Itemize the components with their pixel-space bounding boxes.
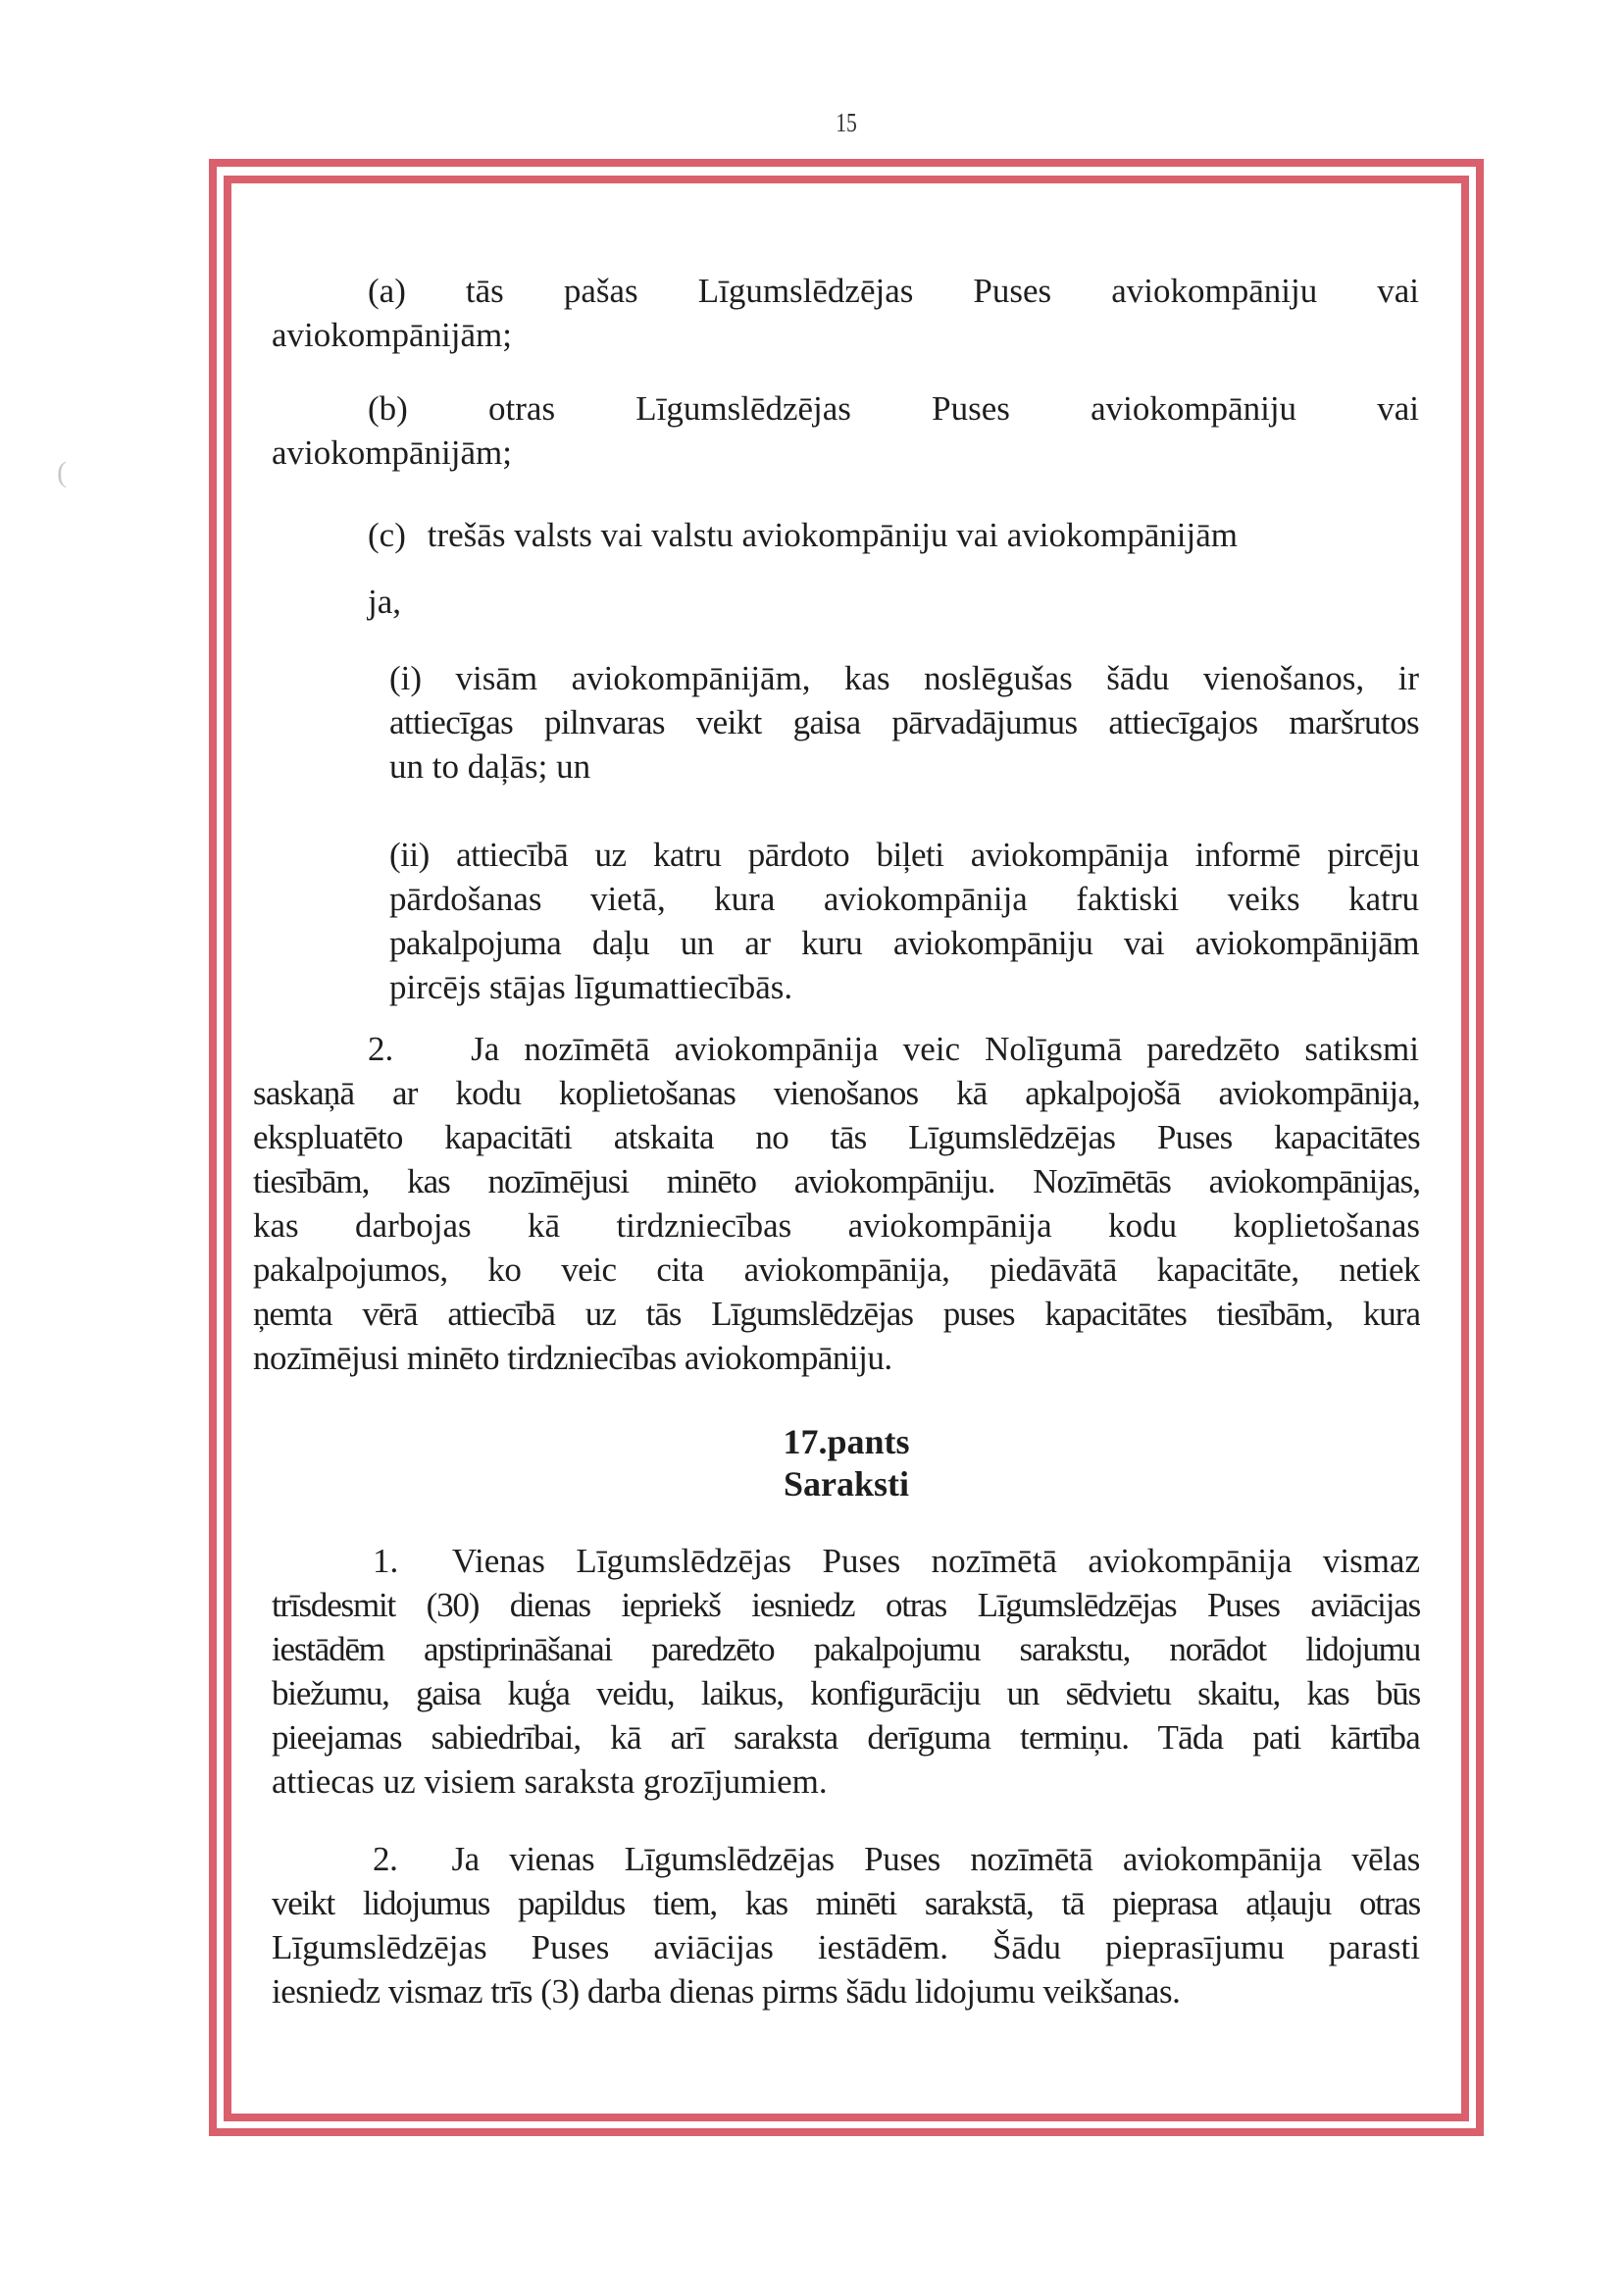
sub-item-ii-line-2: pārdošanas vietā, kura aviokompānija faktiski veiks katru — [389, 880, 1419, 918]
item-a-line-1 — [368, 272, 1419, 311]
a17p2-line-4: iesniedz vismaz trīs (3) darba dienas pirms šādu lidojumu veikšanas. — [272, 1972, 1181, 2011]
a16p2-marker: 2. — [368, 1030, 394, 1068]
a17p2-line-2: veikt lidojumus papildus tiem, kas minēti sarakstā, tā pieprasa atļauju otras — [272, 1884, 1420, 1922]
item-b-line-1 — [368, 389, 1419, 429]
a17p2-line-3: Līgumslēdzējas Puses aviācijas iestādēm. Šādu pieprasījumu parasti — [272, 1928, 1420, 1966]
item-c-text: trešās valsts vai valstu aviokompāniju vai aviokompānijām — [427, 516, 1238, 554]
scan-mark: ( — [57, 456, 67, 488]
item-b-line-2: aviokompānijām; — [272, 433, 512, 472]
a16p2-line-5: kas darbojas kā tirdzniecības aviokompānija kodu koplietošanas — [253, 1206, 1420, 1245]
sub-item-i-line-1 — [389, 659, 1419, 698]
sub-item-ii-marker: (ii) — [389, 836, 430, 874]
a16p2-line-4: tiesībām, kas nozīmējusi minēto aviokompāniju. Nozīmētās aviokompānijas, — [253, 1162, 1420, 1200]
a17p1-text-1: Vienas Līgumslēdzējas Puses nozīmētā aviokompānija vismaz — [451, 1542, 1420, 1580]
a17p1-line-6: attiecas uz visiem saraksta grozījumiem. — [272, 1762, 828, 1801]
sub-item-i-line-2: attiecīgas pilnvaras veikt gaisa pārvadājumus attiecīgajos maršrutos — [389, 703, 1419, 741]
item-a-text: tās pašas Līgumslēdzējas Puses aviokompāniju vai — [465, 272, 1419, 310]
sub-item-i-line-3: un to daļās; un — [389, 747, 591, 786]
a16p2-line-2: saskaņā ar kodu koplietošanas vienošanos kā apkalpojošā aviokompānija, — [253, 1074, 1420, 1112]
a16p2-line-3: ekspluatēto kapacitāti atskaita no tās Līgumslēdzējas Puses kapacitātes — [253, 1118, 1420, 1156]
sub-item-i-marker: (i) — [389, 659, 423, 697]
a17p1-line-1 — [373, 1542, 1420, 1581]
item-b-text: otras Līgumslēdzējas Puses aviokompāniju vai — [488, 389, 1419, 428]
sub-item-ii-line-3: pakalpojuma daļu un ar kuru aviokompāniju vai aviokompānijām — [389, 924, 1419, 962]
a17p1-line-2: trīsdesmit (30) dienas iepriekš iesniedz otras Līgumslēdzējas Puses aviācijas — [272, 1586, 1420, 1624]
a16p2-line-7: ņemta vērā attiecībā uz tās Līgumslēdzējas puses kapacitātes tiesībām, kura — [253, 1295, 1420, 1333]
a16p2-line-8: nozīmējusi minēto tirdzniecības aviokompāniju. — [253, 1339, 892, 1377]
a17p2-text-1: Ja vienas Līgumslēdzējas Puses nozīmētā aviokompānija vēlas — [451, 1840, 1420, 1878]
sub-item-ii-line-1 — [389, 836, 1419, 875]
a16p2-line-6: pakalpojumos, ko veic cita aviokompānija, piedāvātā kapacitāte, netiek — [253, 1250, 1420, 1289]
item-b-marker: (b) — [368, 389, 408, 428]
sub-item-ii-text-1: attiecībā uz katru pārdoto biļeti aviokompānija informē pircēju — [456, 836, 1419, 874]
sub-item-i-text-1: visām aviokompānijām, kas noslēgušas šādu vienošanos, ir — [455, 659, 1419, 697]
a17p1-marker: 1. — [373, 1542, 399, 1580]
item-a-marker: (a) — [368, 272, 406, 310]
article-number-heading: 17.pants — [783, 1422, 910, 1461]
a16p2-line-1 — [368, 1030, 1419, 1069]
condition-intro: ja, — [368, 583, 402, 621]
a16p2-text-1: Ja nozīmētā aviokompānija veic Nolīgumā paredzēto satiksmi — [471, 1030, 1419, 1068]
page-number: 15 — [836, 108, 857, 137]
item-a-line-2: aviokompānijām; — [272, 316, 512, 354]
item-c-marker: (c) — [368, 516, 406, 554]
a17p1-line-5: pieejamas sabiedrībai, kā arī saraksta derīguma termiņu. Tāda pati kārtība — [272, 1718, 1420, 1757]
article-title-heading: Saraksti — [783, 1464, 910, 1504]
a17p1-line-3: iestādēm apstiprināšanai paredzēto pakalpojumu sarakstu, norādot lidojumu — [272, 1630, 1420, 1668]
item-c-line-1 — [368, 516, 1238, 555]
a17p1-line-4: biežumu, gaisa kuģa veidu, laikus, konfigurāciju un sēdvietu skaitu, kas būs — [272, 1674, 1420, 1712]
sub-item-ii-line-4: pircējs stājas līgumattiecībās. — [389, 968, 793, 1006]
a17p2-marker: 2. — [373, 1840, 398, 1878]
a17p2-line-1 — [373, 1840, 1420, 1879]
